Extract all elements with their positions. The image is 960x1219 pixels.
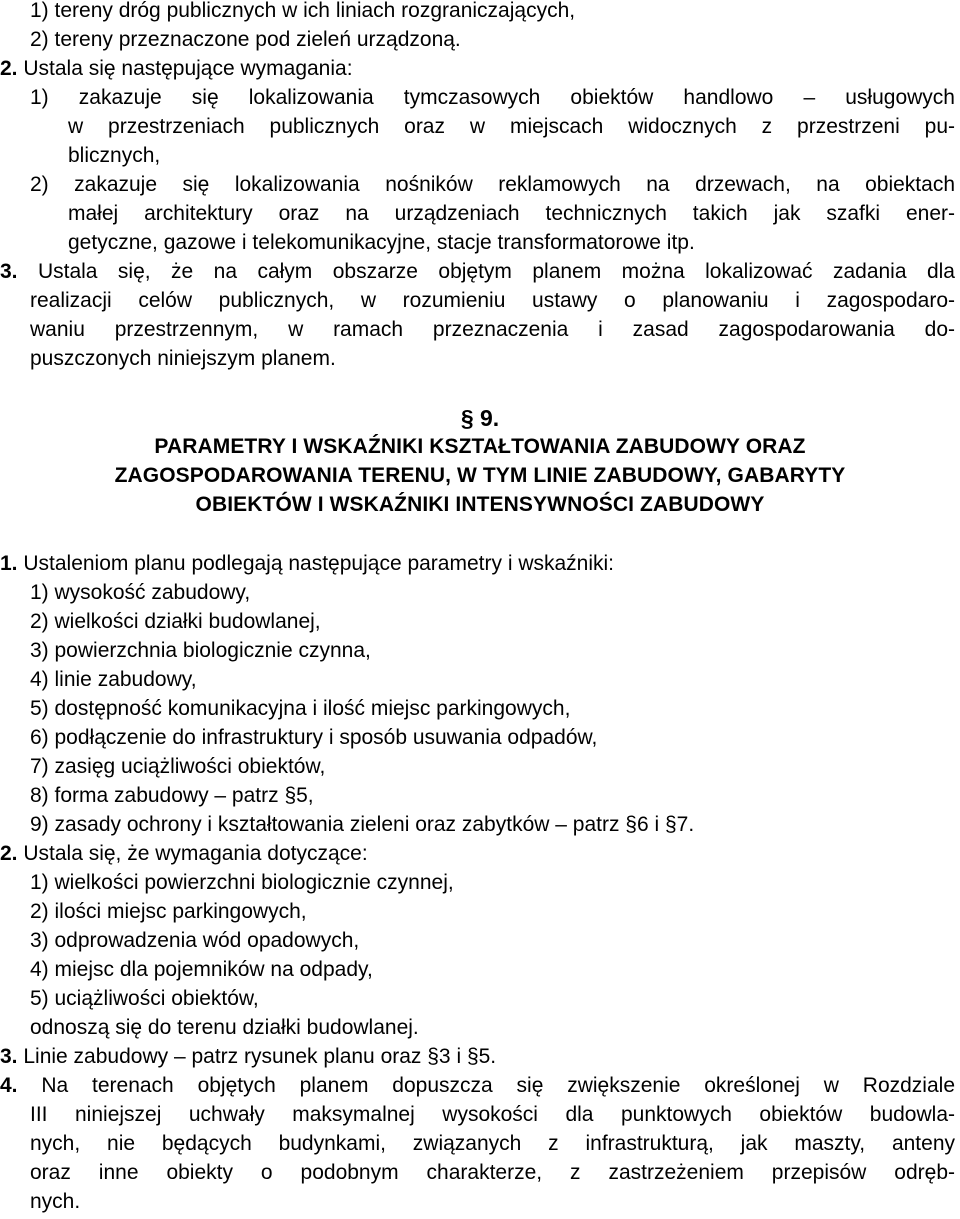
- paragraph-2-item-2-line-1: 2) zakazuje się lokalizowania nośników reklamowych na drzewach, na obiektach: [30, 173, 955, 196]
- list-item: 7) zasięg uciążliwości obiektów,: [30, 755, 326, 778]
- top-list-item-2: 2) tereny przeznaczone pod zieleń urządzoną.: [30, 28, 461, 51]
- paragraph-number: 2.: [0, 842, 18, 865]
- list-item: 3) odprowadzenia wód opadowych,: [30, 929, 360, 952]
- section-title-line-2: ZAGOSPODAROWANIA TERENU, W TYM LINIE ZABUDOWY, GABARYTY: [114, 464, 846, 487]
- paragraph-number: 2.: [0, 57, 18, 80]
- paragraph-text: Ustala się, że na całym obszarze objętym planem można lokalizować zadania dla: [17, 260, 955, 283]
- section-2-intro: [0, 839, 368, 868]
- paragraph-3-line-3: waniu przestrzennym, w ramach przeznaczenia i zasad zagospodarowania do-: [30, 318, 955, 341]
- list-item: 4) linie zabudowy,: [30, 668, 197, 691]
- list-item: 9) zasady ochrony i kształtowania zieleni oraz zabytków – patrz §6 i §7.: [30, 813, 695, 836]
- list-item: 1) wysokość zabudowy,: [30, 581, 251, 604]
- list-item: 8) forma zabudowy – patrz §5,: [30, 784, 314, 807]
- paragraph-3-line-4: puszczonych niniejszym planem.: [30, 347, 336, 370]
- section-4-line-3: nych, nie będących budynkami, związanych z infrastrukturą, jak maszty, anteny: [30, 1132, 955, 1155]
- paragraph-2-item-1-line-1: 1) zakazuje się lokalizowania tymczasowych obiektów handlowo – usługowych: [30, 86, 955, 109]
- paragraph-2-item-1-line-3: blicznych,: [68, 144, 161, 167]
- list-item: 1) wielkości powierzchni biologicznie czynnej,: [30, 871, 454, 894]
- paragraph-text: Ustala się, że wymagania dotyczące:: [17, 842, 368, 865]
- section-title-line-3: OBIEKTÓW I WSKAŹNIKI INTENSYWNOŚCI ZABUDOWY: [195, 493, 765, 516]
- paragraph-2-item-2-line-2: małej architektury oraz na urządzeniach technicznych takich jak szafki ener-: [68, 202, 955, 225]
- section-4-line-1: [0, 1071, 955, 1100]
- section-4-line-2: III niniejszej uchwały maksymalnej wysokości dla punktowych obiektów budowla-: [30, 1103, 955, 1126]
- paragraph-number: 3.: [0, 1045, 18, 1068]
- top-list-item-1: 1) tereny dróg publicznych w ich liniach rozgraniczających,: [30, 0, 576, 22]
- paragraph-2-intro: [0, 54, 353, 83]
- list-item: 5) uciążliwości obiektów,: [30, 987, 259, 1010]
- paragraph-number: 3.: [0, 260, 18, 283]
- list-item: 2) ilości miejsc parkingowych,: [30, 900, 307, 923]
- paragraph-number: 1.: [0, 552, 18, 575]
- section-number: § 9.: [460, 405, 500, 431]
- paragraph-text: Ustaleniom planu podlegają następujące parametry i wskaźniki:: [17, 552, 615, 575]
- paragraph-number: 4.: [0, 1074, 18, 1097]
- section-title-line-1: PARAMETRY I WSKAŹNIKI KSZTAŁTOWANIA ZABUDOWY ORAZ: [154, 435, 806, 458]
- paragraph-text: Linie zabudowy – patrz rysunek planu oraz §3 i §5.: [17, 1045, 497, 1068]
- list-item: 6) podłączenie do infrastruktury i sposób usuwania odpadów,: [30, 726, 598, 749]
- paragraph-3-line-1: [0, 257, 955, 286]
- paragraph-text: Na terenach objętych planem dopuszcza się zwiększenie określonej w Rozdziale: [17, 1074, 955, 1097]
- paragraph-text: Ustala się następujące wymagania:: [17, 57, 353, 80]
- paragraph-3-line-2: realizacji celów publicznych, w rozumieniu ustawy o planowaniu i zagospodaro-: [30, 289, 955, 312]
- section-1-intro: [0, 549, 614, 578]
- section-2-closing: odnoszą się do terenu działki budowlanej.: [30, 1016, 419, 1039]
- paragraph-2-item-2-line-3: getyczne, gazowe i telekomunikacyjne, stacje transformatorowe itp.: [68, 231, 695, 254]
- section-4-line-5: nych.: [30, 1190, 81, 1213]
- list-item: 2) wielkości działki budowlanej,: [30, 610, 321, 633]
- section-4-line-4: oraz inne obiekty o podobnym charakterze, z zastrzeżeniem przepisów odręb-: [30, 1161, 955, 1184]
- list-item: 5) dostępność komunikacyjna i ilość miejsc parkingowych,: [30, 697, 571, 720]
- list-item: 3) powierzchnia biologicznie czynna,: [30, 639, 371, 662]
- section-3: [0, 1042, 496, 1071]
- paragraph-2-item-1-line-2: w przestrzeniach publicznych oraz w miejscach widocznych z przestrzeni pu-: [68, 115, 955, 138]
- list-item: 4) miejsc dla pojemników na odpady,: [30, 958, 373, 981]
